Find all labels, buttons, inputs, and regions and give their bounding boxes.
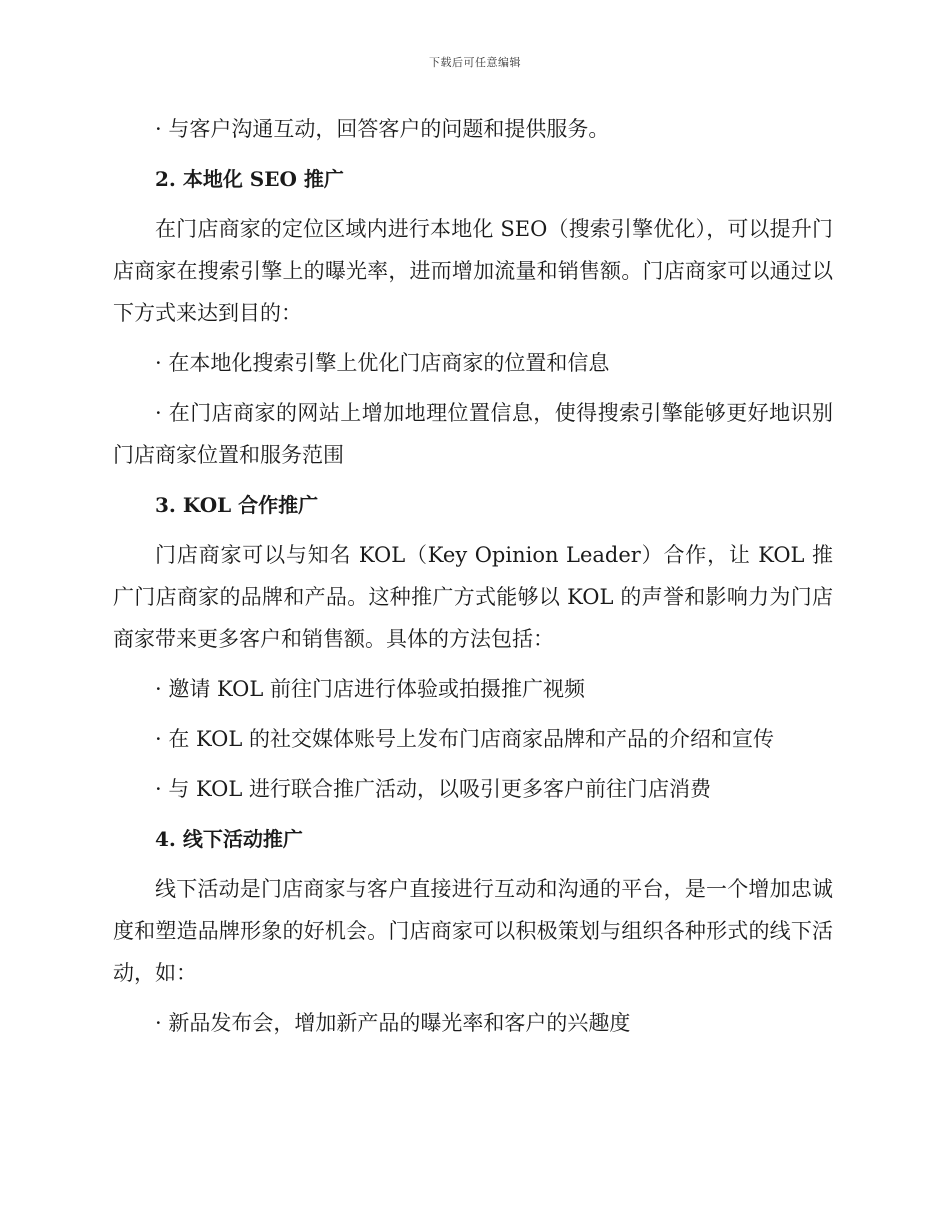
bullet-item: · 与客户沟通互动，回答客户的问题和提供服务。 xyxy=(155,117,610,141)
bullet-item: · 新品发布会，增加新产品的曝光率和客户的兴趣度 xyxy=(155,1011,631,1035)
bullet-item: · 在门店商家的网站上增加地理位置信息，使得搜索引擎能够更好地识别门店商家位置和服务范围 xyxy=(113,401,833,467)
body-paragraph: 线下活动是门店商家与客户直接进行互动和沟通的平台，是一个增加忠诚度和塑造品牌形象的好机会。门店商家可以积极策划与组织各种形式的线下活动，如： xyxy=(113,877,833,985)
document-body xyxy=(113,108,833,1052)
body-paragraph: 门店商家可以与知名 KOL（Key Opinion Leader）合作，让 KOL 推广门店商家的品牌和产品。这种推广方式能够以 KOL 的声誉和影响力为门店商家带来更多客户和销售额。具体的方法包括： xyxy=(113,543,833,651)
section-heading: 3. KOL 合作推广 xyxy=(155,493,319,517)
bullet-item: · 与 KOL 进行联合推广活动，以吸引更多客户前往门店消费 xyxy=(155,777,711,801)
bullet-item: · 在 KOL 的社交媒体账号上发布门店商家品牌和产品的介绍和宣传 xyxy=(155,727,774,751)
bullet-item: · 邀请 KOL 前往门店进行体验或拍摄推广视频 xyxy=(155,677,585,701)
section-heading: 2. 本地化 SEO 推广 xyxy=(155,167,344,191)
bullet-item: · 在本地化搜索引擎上优化门店商家的位置和信息 xyxy=(155,351,610,375)
section-heading: 4. 线下活动推广 xyxy=(155,827,303,851)
body-paragraph: 在门店商家的定位区域内进行本地化 SEO（搜索引擎优化），可以提升门店商家在搜索引擎上的曝光率，进而增加流量和销售额。门店商家可以通过以下方式来达到目的： xyxy=(113,217,833,325)
page-header: 下载后可任意编辑 xyxy=(429,56,521,69)
